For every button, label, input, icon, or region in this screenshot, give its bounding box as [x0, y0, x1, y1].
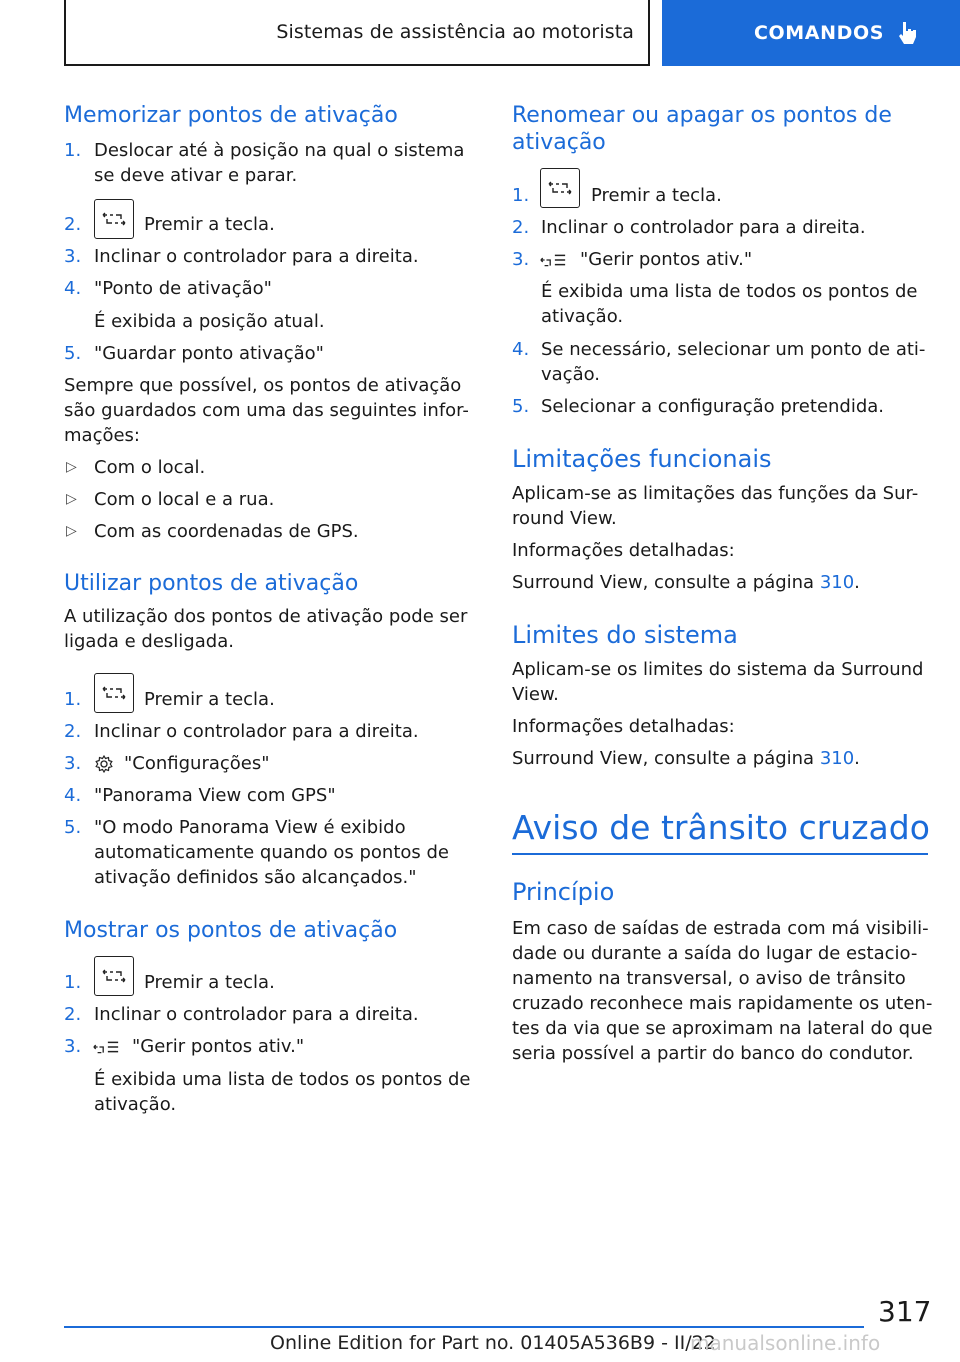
bullet-triangle-icon: ▷	[66, 491, 77, 507]
step-text: Inclinar o controlador para a direita.	[94, 721, 419, 742]
paragraph-line: A utilização dos pontos de ativação pode ser	[64, 606, 468, 627]
bullet-text: Com o local e a rua.	[94, 489, 275, 510]
parking-view-key-icon	[94, 956, 134, 996]
paragraph-line: tes da via que se aproximam na lateral do que	[512, 1018, 933, 1039]
step-text: ativação definidos são alcançados."	[94, 867, 417, 888]
paragraph-line: Informações detalhadas:	[512, 540, 735, 561]
step-text: "Ponto de ativação"	[94, 278, 272, 299]
paragraph-line: namento na transversal, o aviso de trânsito	[512, 968, 906, 989]
page-link[interactable]: 310	[819, 572, 855, 593]
section-title: Sistemas de assistência ao motorista	[276, 21, 634, 43]
step-text: vação.	[541, 364, 601, 385]
gear-icon	[90, 753, 118, 775]
paragraph-line: Informações detalhadas:	[512, 716, 735, 737]
step-text: "Guardar ponto ativação"	[94, 343, 324, 364]
step-text: Premir a tecla.	[144, 689, 275, 710]
paragraph-line: seria possível a partir do banco do condutor.	[512, 1043, 914, 1064]
step-number: 4.	[512, 339, 530, 360]
bullet-text: Com o local.	[94, 457, 206, 478]
step-text: "Configurações"	[124, 753, 270, 774]
step-text: "Gerir pontos ativ."	[132, 1036, 305, 1057]
parking-view-key-icon	[94, 673, 134, 713]
step-number: 2.	[64, 721, 82, 742]
step-text: Inclinar o controlador para a direita.	[94, 1004, 419, 1025]
footer-divider	[64, 1326, 864, 1328]
step-number: 5.	[64, 343, 82, 364]
paragraph-line: são guardados com uma das seguintes infor-	[64, 400, 469, 421]
step-number: 4.	[64, 785, 82, 806]
paragraph-line: dade ou durante a saída do lugar de estacio-	[512, 943, 918, 964]
hand-pointer-icon	[896, 20, 920, 46]
step-number: 3.	[64, 1036, 82, 1057]
step-text: Premir a tecla.	[144, 972, 275, 993]
bullet-text: Com as coordenadas de GPS.	[94, 521, 359, 542]
heading-use: Utilizar pontos de ativação	[64, 571, 359, 596]
heading-system-limits: Limites do sistema	[512, 621, 738, 649]
step-number: 3.	[512, 249, 530, 270]
heading-divider	[512, 853, 928, 855]
paragraph-line: cruzado reconhece mais rapidamente os uten-	[512, 993, 933, 1014]
step-text: Selecionar a configuração pretendida.	[541, 396, 885, 417]
page-link[interactable]: 310	[819, 748, 855, 769]
paragraph-line: View.	[512, 684, 559, 705]
step-text: "Panorama View com GPS"	[94, 785, 336, 806]
paragraph-line: ligada e desligada.	[64, 631, 234, 652]
step-number: 4.	[64, 278, 82, 299]
chapter-title: COMANDOS	[753, 22, 884, 44]
parking-list-icon	[539, 249, 567, 271]
step-text: Premir a tecla.	[591, 185, 722, 206]
step-number: 2.	[64, 214, 82, 235]
paragraph-line: Aplicam-se as limitações das funções da Sur-	[512, 483, 919, 504]
parking-view-key-icon	[540, 168, 580, 208]
bullet-triangle-icon: ▷	[66, 459, 77, 475]
step-text: Inclinar o controlador para a direita.	[541, 217, 866, 238]
step-number: 5.	[64, 817, 82, 838]
step-subtext: ativação.	[94, 1094, 177, 1115]
cross-reference: Surround View, consulte a página 310.	[512, 572, 860, 593]
step-number: 1.	[64, 689, 82, 710]
heading-rename: Renomear ou apagar os pontos de	[512, 103, 892, 128]
parking-list-icon	[92, 1036, 120, 1058]
heading-show: Mostrar os pontos de ativação	[64, 918, 398, 943]
chapter-heading: Aviso de trânsito cruzado	[512, 808, 930, 847]
cross-reference: Surround View, consulte a página 310.	[512, 748, 860, 769]
paragraph-line: round View.	[512, 508, 617, 529]
step-text: Premir a tecla.	[144, 214, 275, 235]
step-number: 1.	[64, 140, 82, 161]
step-number: 3.	[64, 753, 82, 774]
parking-view-key-icon	[94, 199, 134, 239]
step-number: 1.	[512, 185, 530, 206]
step-number: 5.	[512, 396, 530, 417]
step-text: se deve ativar e parar.	[94, 165, 298, 186]
step-subtext: É exibida uma lista de todos os pontos de	[94, 1069, 471, 1090]
step-subtext: ativação.	[541, 306, 624, 327]
step-subtext: É exibida uma lista de todos os pontos de	[541, 281, 918, 302]
paragraph-line: Sempre que possível, os pontos de ativação	[64, 375, 462, 396]
step-text: Se necessário, selecionar um ponto de ati-	[541, 339, 926, 360]
step-subtext: É exibida a posição atual.	[94, 311, 325, 332]
step-number: 2.	[64, 1004, 82, 1025]
bullet-triangle-icon: ▷	[66, 523, 77, 539]
chapter-tab	[662, 0, 960, 66]
reference-text: Surround View, consulte a página	[512, 748, 820, 769]
step-text: "Gerir pontos ativ."	[580, 249, 753, 270]
step-text: Inclinar o controlador para a direita.	[94, 246, 419, 267]
heading-memorize: Memorizar pontos de ativação	[64, 103, 398, 128]
heading-limitations: Limitações funcionais	[512, 445, 772, 473]
paragraph-line: Em caso de saídas de estrada com má visibili-	[512, 918, 929, 939]
step-text: "O modo Panorama View é exibido	[94, 817, 406, 838]
footer-edition: Online Edition for Part no. 01405A536B9 - II/22	[270, 1332, 716, 1354]
page-number: 317	[878, 1295, 932, 1328]
running-header	[64, 0, 650, 66]
paragraph-line: Aplicam-se os limites do sistema da Surround	[512, 659, 924, 680]
step-number: 1.	[64, 972, 82, 993]
watermark: manualsonline.info	[690, 1331, 881, 1355]
paragraph-line: mações:	[64, 425, 140, 446]
step-number: 2.	[512, 217, 530, 238]
step-text: Deslocar até à posição na qual o sistema	[94, 140, 465, 161]
heading-principle: Princípio	[512, 878, 615, 906]
step-text: automaticamente quando os pontos de	[94, 842, 449, 863]
heading-rename-cont: ativação	[512, 130, 606, 155]
reference-text: Surround View, consulte a página	[512, 572, 820, 593]
step-number: 3.	[64, 246, 82, 267]
